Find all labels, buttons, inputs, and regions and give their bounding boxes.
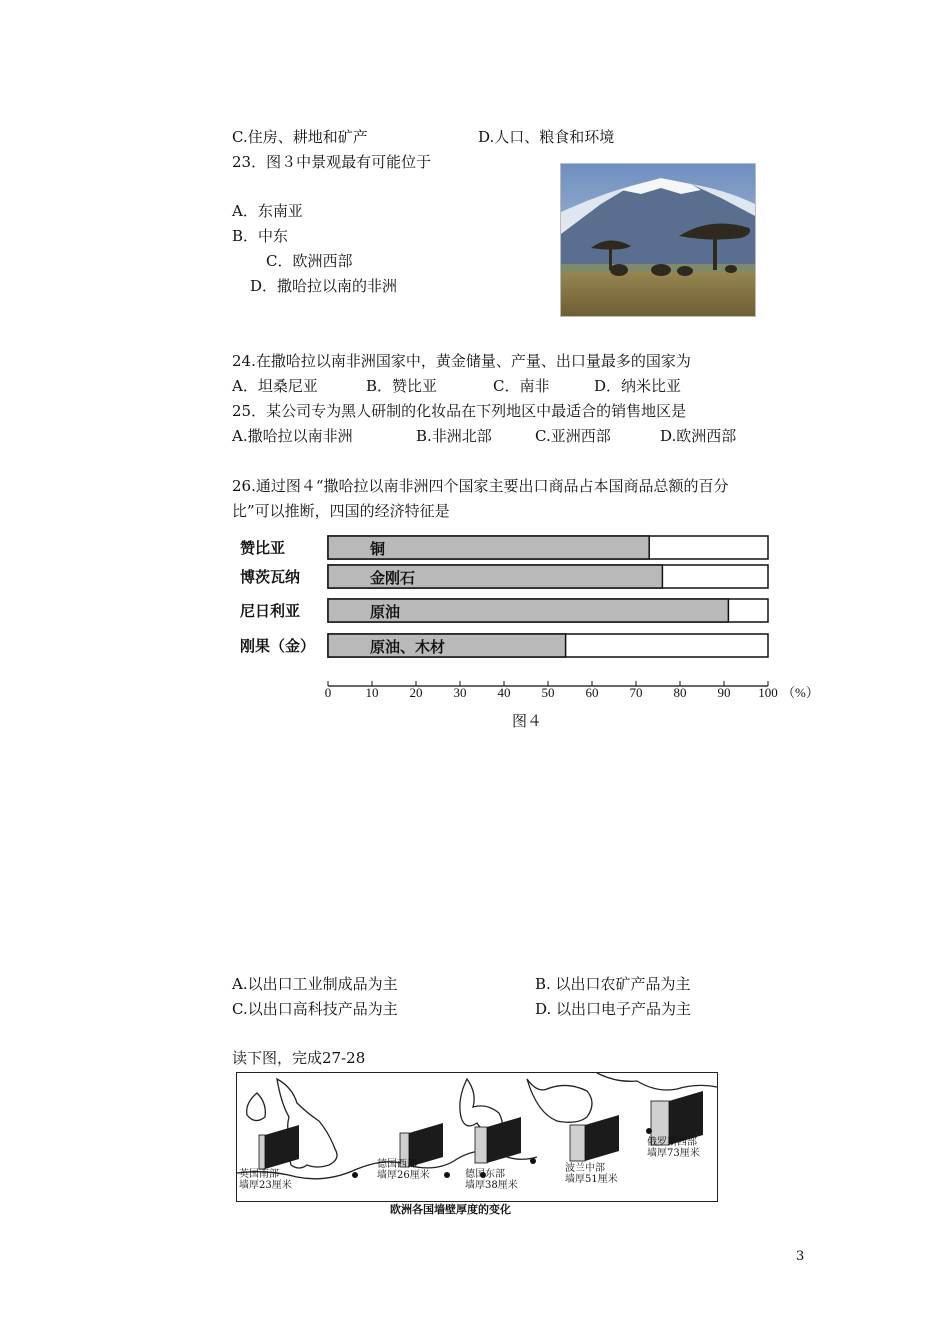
wall-label-uk [239,1169,292,1191]
wall-label-russia-line1: 俄罗斯西部 [647,1137,697,1148]
q23-option-c: C．欧洲西部 [266,252,353,270]
category-label: 尼日利亚 [240,604,301,620]
wall-label-germany-east-line1: 德国东部 [465,1169,505,1180]
bar-label: 铜 [370,542,386,558]
x-tick-label: 20 [409,685,423,700]
q25-option-a: A.撒哈拉以南非洲 [232,427,353,445]
bar-label: 原油 [370,605,401,621]
category-label: 刚果（金） [240,639,316,655]
bar-label: 金刚石 [370,571,416,587]
q24-option-a: A．坦桑尼亚 [232,377,318,395]
wall-label-poland-line2: 墙厚51厘米 [565,1174,618,1185]
q25-option-c: C.亚洲西部 [535,427,611,445]
q25-option-d: D.欧洲西部 [660,427,737,445]
q24-option-d: D．纳米比亚 [594,377,682,395]
europe-wall-thickness-map [236,1072,718,1202]
x-axis-unit: （%） [782,685,819,700]
q26-stem-line2: 比”可以推断，四国的经济特征是 [232,502,450,520]
wall-label-germany-west [377,1159,430,1181]
x-tick-label: 30 [453,685,467,700]
q26-option-c: C.以出口高科技产品为主 [232,1000,398,1018]
wall-label-germany-east-line2: 墙厚38厘米 [465,1180,518,1191]
bar-4 [328,634,566,657]
q22-option-d: D.人口、粮食和环境 [478,128,615,146]
x-tick-label: 100 [758,685,778,700]
q23-option-d: D．撒哈拉以南的非洲 [250,277,398,295]
q26-option-b: B. 以出口农矿产品为主 [535,975,691,993]
wall-label-germany-east [465,1169,518,1191]
wall-label-germany-west-line1: 德国西部 [377,1159,417,1170]
page-number: 3 [796,1249,805,1264]
x-tick-label: 70 [629,685,643,700]
q25-stem: 25．某公司专为黑人研制的化妆品在下列地区中最适合的销售地区是 [232,402,687,420]
map-caption: 欧洲各国墙壁厚度的变化 [390,1203,511,1216]
x-tick-label: 90 [717,685,731,700]
bar-label: 原油、木材 [370,640,446,656]
q27-28-intro: 读下图，完成27-28 [232,1049,366,1067]
wall-label-poland-line1: 波兰中部 [565,1163,605,1174]
q25-option-b: B.非洲北部 [416,427,492,445]
wall-label-russia-line2: 墙厚73厘米 [647,1148,700,1159]
x-tick-label: 10 [365,685,379,700]
q23-stem: 23．图３中景观最有可能位于 [232,153,432,171]
figure-4-export-chart [232,530,832,710]
figure-4-caption: 图４ [512,712,543,730]
wall-label-uk-line2: 墙厚23厘米 [239,1180,292,1191]
q26-option-a: A.以出口工业制成品为主 [232,975,398,993]
wall-label-germany-west-line2: 墙厚26厘米 [377,1170,430,1181]
wall-label-russia [647,1137,700,1159]
x-tick-label: 80 [673,685,687,700]
q26-stem-line1: 26.通过图４“撒哈拉以南非洲四个国家主要出口商品占本国商品总额的百分 [232,477,729,495]
q24-option-c: C．南非 [493,377,550,395]
q24-option-b: B．赞比亚 [366,377,438,395]
wall-label-uk-line1: 英国南部 [239,1169,279,1180]
export-bar-chart-svg [232,530,832,710]
x-tick-label: 60 [585,685,599,700]
q24-stem: 24.在撒哈拉以南非洲国家中，黄金储量、产量、出口量最多的国家为 [232,352,691,370]
x-tick-label: 0 [324,685,332,700]
figure-3-landscape-photo [560,163,756,317]
x-tick-label: 50 [541,685,555,700]
x-tick-label: 40 [497,685,511,700]
wall-label-poland [565,1163,618,1185]
q23-option-b: B．中东 [232,227,289,245]
category-label: 博茨瓦纳 [240,570,301,586]
q23-option-a: A．东南亚 [232,202,303,220]
category-label: 赞比亚 [240,541,286,557]
q22-option-c: C.住房、耕地和矿产 [232,128,368,146]
q26-option-d: D. 以出口电子产品为主 [535,1000,692,1018]
